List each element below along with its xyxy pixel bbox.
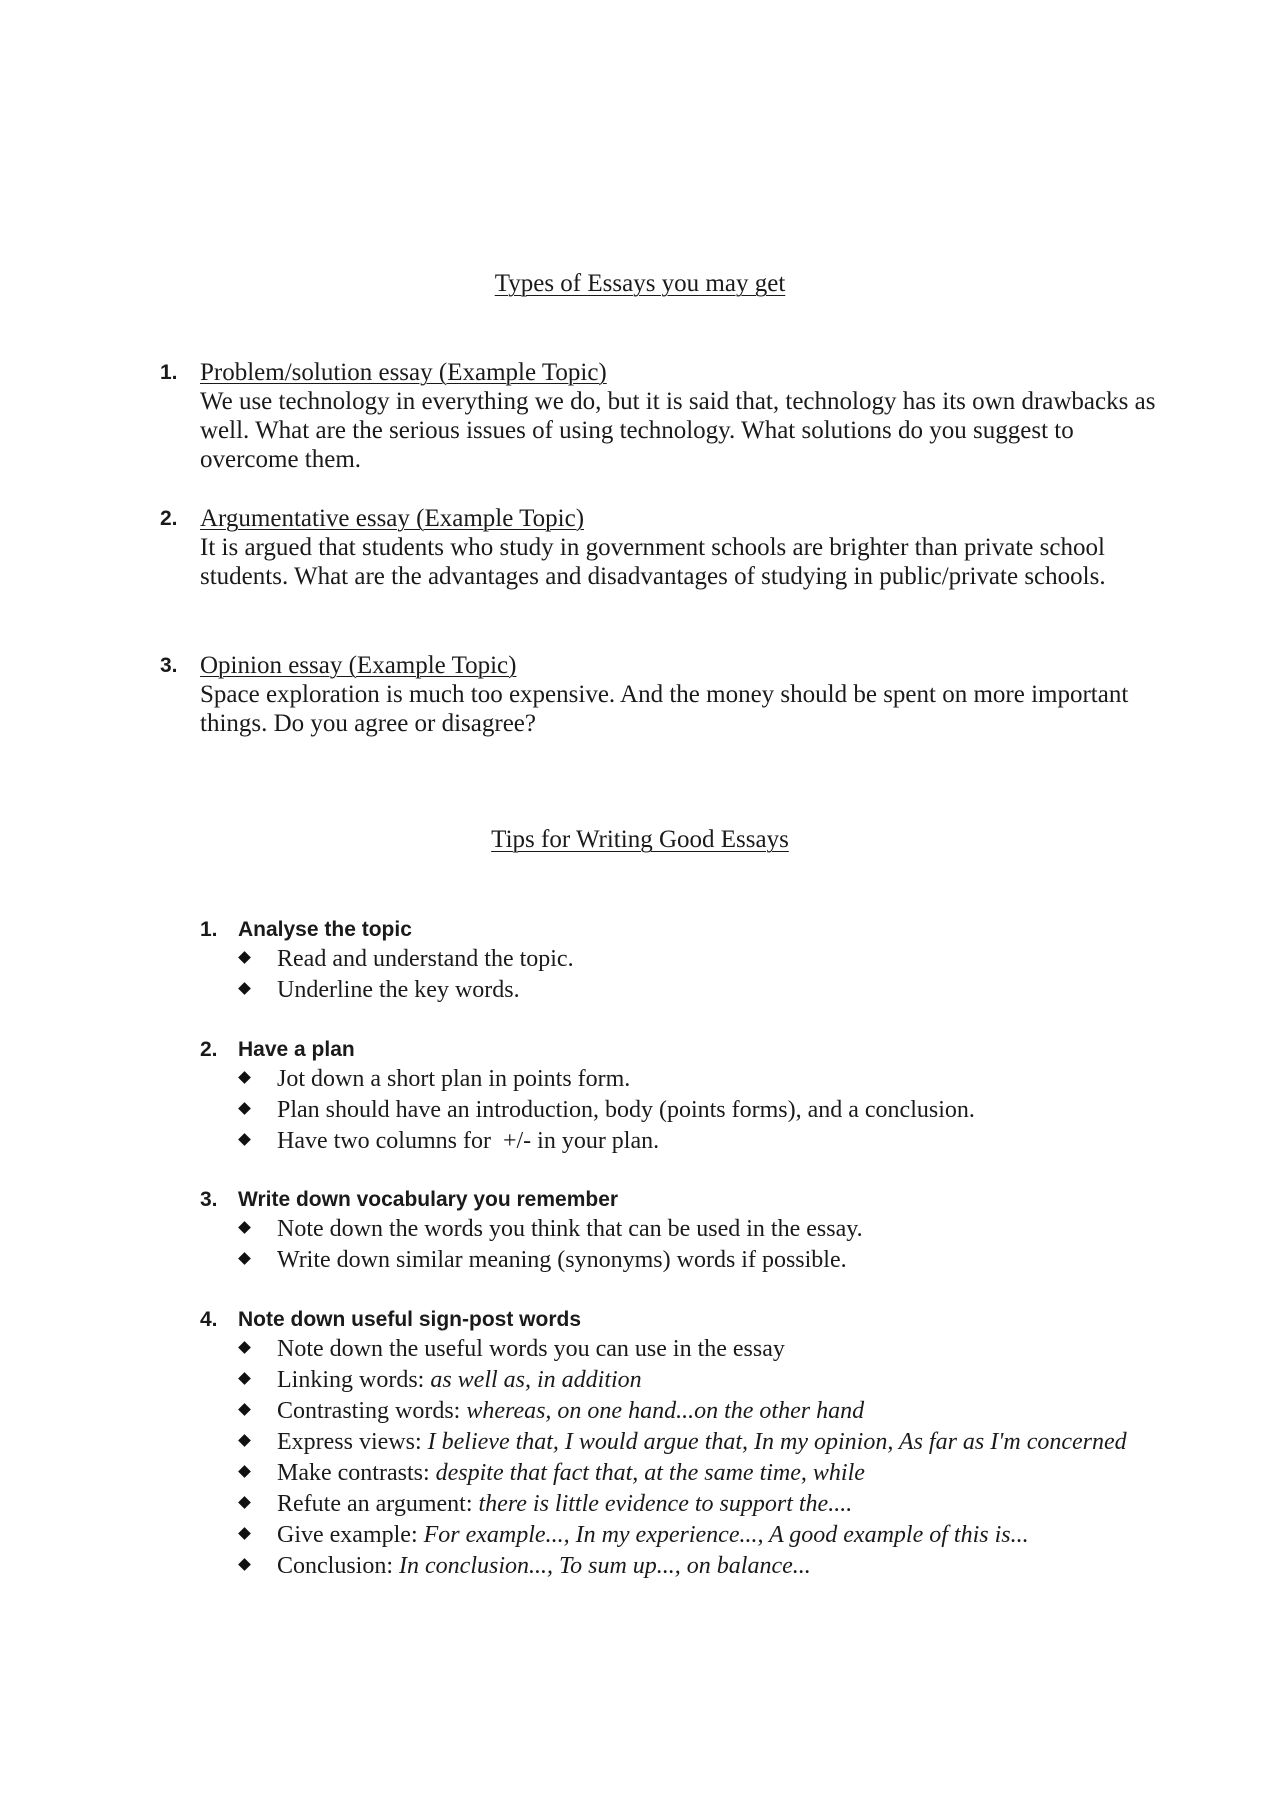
bullet-item (200, 1095, 1180, 1126)
item-number: 2. (160, 507, 178, 530)
bullet-text: Jot down a short plan in points form. (277, 1066, 631, 1092)
bullet-item (200, 944, 1180, 975)
tip-item (200, 1306, 1180, 1582)
bullet-text: Plan should have an introduction, body (points forms), and a conclusion. (277, 1097, 975, 1123)
diamond-bullet-icon (238, 982, 251, 995)
item-number: 1. (200, 918, 218, 941)
diamond-bullet-icon (238, 1102, 251, 1115)
diamond-bullet-icon (238, 1071, 251, 1084)
diamond-bullet-icon (238, 1372, 251, 1385)
diamond-bullet-icon (238, 1496, 251, 1509)
bullet-list (200, 1214, 1180, 1276)
bullet-item (200, 1458, 1180, 1489)
bullet-example: In conclusion..., To sum up..., on balance... (399, 1553, 811, 1579)
diamond-bullet-icon (238, 951, 251, 964)
bullet-item (200, 1489, 1180, 1520)
tip-heading (200, 1036, 1180, 1064)
bullet-text: Note down the words you think that can be used in the essay. (277, 1216, 863, 1242)
essay-type-title: Opinion essay (Example Topic) (200, 652, 517, 679)
bullet-item (200, 1396, 1180, 1427)
tips-heading: Tips for Writing Good Essays (491, 826, 789, 853)
diamond-bullet-icon (238, 1133, 251, 1146)
bullet-item (200, 1064, 1180, 1095)
tip-title: Have a plan (238, 1038, 355, 1061)
bullet-list (200, 1334, 1180, 1582)
bullet-example: I believe that, I would argue that, In my opinion, As far as I'm concerned (427, 1429, 1127, 1455)
bullet-text: Contrasting words: (277, 1398, 467, 1424)
tip-title: Analyse the topic (238, 918, 412, 941)
tip-item (200, 1186, 1180, 1276)
tip-heading (200, 1186, 1180, 1214)
essay-type-item (160, 651, 1170, 738)
diamond-bullet-icon (238, 1252, 251, 1265)
bullet-item (200, 1520, 1180, 1551)
item-number: 3. (200, 1188, 218, 1211)
bullet-text: Make contrasts: (277, 1460, 436, 1486)
item-number: 4. (200, 1308, 218, 1331)
essay-type-item (160, 358, 1170, 474)
bullet-text: Refute an argument: (277, 1491, 479, 1517)
essay-type-body: We use technology in everything we do, but it is said that, technology has its own drawbacks as well. What are the serious issues of using technology. What solutions do you suggest to overcome them. (200, 388, 1156, 473)
bullet-item (200, 1365, 1180, 1396)
bullet-text: Write down similar meaning (synonyms) words if possible. (277, 1247, 847, 1273)
diamond-bullet-icon (238, 1341, 251, 1354)
tip-title: Note down useful sign-post words (238, 1308, 581, 1331)
bullet-text: Conclusion: (277, 1553, 400, 1579)
tip-item (200, 1036, 1180, 1157)
diamond-bullet-icon (238, 1403, 251, 1416)
tip-item (200, 916, 1180, 1006)
essay-type-item (160, 504, 1170, 591)
types-heading: Types of Essays you may get (494, 270, 786, 297)
tip-heading (200, 916, 1180, 944)
essay-type-title: Argumentative essay (Example Topic) (200, 505, 585, 532)
diamond-bullet-icon (238, 1558, 251, 1571)
bullet-list (200, 1064, 1180, 1157)
item-number: 1. (160, 361, 178, 384)
essay-type-body: It is argued that students who study in government schools are brighter than private school students. What are the advantages and disadvantages of studying in public/private schools. (200, 534, 1106, 590)
diamond-bullet-icon (238, 1465, 251, 1478)
bullet-text: Underline the key words. (277, 977, 520, 1003)
bullet-text: Read and understand the topic. (277, 946, 574, 972)
diamond-bullet-icon (238, 1527, 251, 1540)
bullet-item (200, 1245, 1180, 1276)
bullet-text: Give example: (277, 1522, 424, 1548)
bullet-example: there is little evidence to support the.... (478, 1491, 853, 1517)
bullet-text: Have two columns for +/- in your plan. (277, 1128, 660, 1154)
item-number: 3. (160, 654, 178, 677)
bullet-item (200, 975, 1180, 1006)
tip-heading (200, 1306, 1180, 1334)
essay-type-title: Problem/solution essay (Example Topic) (200, 359, 607, 386)
bullet-item (200, 1214, 1180, 1245)
bullet-list (200, 944, 1180, 1006)
bullet-item (200, 1551, 1180, 1582)
bullet-example: For example..., In my experience..., A good example of this is... (423, 1522, 1029, 1548)
essay-type-body: Space exploration is much too expensive. And the money should be spent on more important things. Do you agree or disagree? (200, 681, 1129, 737)
bullet-example: despite that fact that, at the same time, while (435, 1460, 865, 1486)
bullet-example: whereas, on one hand...on the other hand (466, 1398, 865, 1424)
bullet-item (200, 1427, 1180, 1458)
tip-title: Write down vocabulary you remember (238, 1188, 619, 1211)
bullet-item (200, 1126, 1180, 1157)
bullet-text: Note down the useful words you can use in the essay (277, 1336, 785, 1362)
bullet-text: Express views: (277, 1429, 428, 1455)
item-number: 2. (200, 1038, 218, 1061)
bullet-item (200, 1334, 1180, 1365)
bullet-example: as well as, in addition (430, 1367, 642, 1393)
bullet-text: Linking words: (277, 1367, 431, 1393)
diamond-bullet-icon (238, 1221, 251, 1234)
diamond-bullet-icon (238, 1434, 251, 1447)
